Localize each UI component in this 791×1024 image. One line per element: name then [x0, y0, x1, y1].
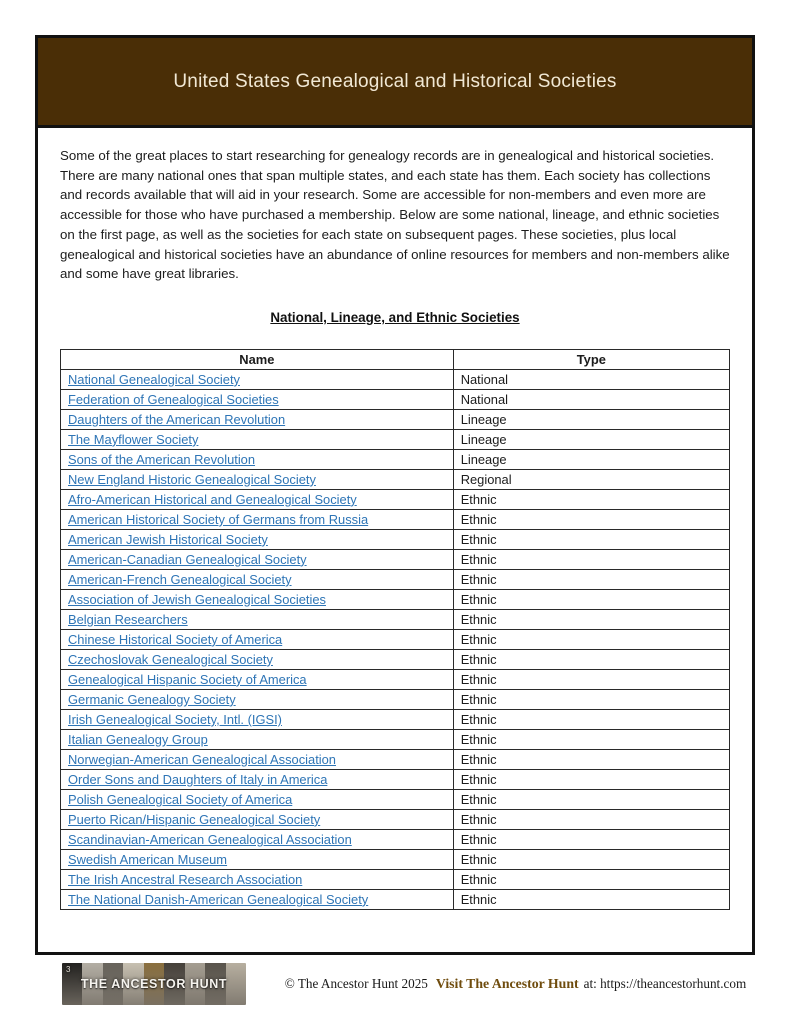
society-name-cell	[61, 529, 454, 549]
table-row	[61, 589, 730, 609]
society-name-cell	[61, 889, 454, 909]
society-name-cell	[61, 369, 454, 389]
society-link[interactable]: New England Historic Genealogical Society	[68, 471, 316, 487]
societies-table-body	[61, 369, 730, 909]
society-name-cell	[61, 709, 454, 729]
society-link[interactable]: Irish Genealogical Society, Intl. (IGSI)	[68, 711, 282, 727]
society-name-cell	[61, 589, 454, 609]
footer-url-text[interactable]: at: https://theancestorhunt.com	[583, 976, 747, 991]
society-type: Ethnic	[453, 669, 729, 689]
table-row	[61, 789, 730, 809]
society-link[interactable]: Germanic Genealogy Society	[68, 691, 236, 707]
footer-credit-line	[260, 958, 771, 1010]
table-row	[61, 889, 730, 909]
table-row	[61, 529, 730, 549]
society-type: Lineage	[453, 449, 729, 469]
society-type: Ethnic	[453, 709, 729, 729]
table-row	[61, 409, 730, 429]
society-link[interactable]: American-Canadian Genealogical Society	[68, 551, 307, 567]
page-title: United States Genealogical and Historical Societies	[173, 70, 617, 92]
society-name-cell	[61, 569, 454, 589]
society-link[interactable]: National Genealogical Society	[68, 371, 240, 387]
society-name-cell	[61, 389, 454, 409]
society-type: Ethnic	[453, 869, 729, 889]
society-name-cell	[61, 809, 454, 829]
table-row	[61, 689, 730, 709]
logo-photo-mark: 3	[66, 965, 71, 974]
column-header-type: Type	[453, 349, 729, 369]
table-row	[61, 749, 730, 769]
table-row	[61, 469, 730, 489]
section-heading: National, Lineage, and Ethnic Societies	[270, 309, 520, 325]
society-link[interactable]: American Jewish Historical Society	[68, 531, 268, 547]
visit-link[interactable]: Visit The Ancestor Hunt	[435, 976, 579, 991]
table-row	[61, 489, 730, 509]
society-link[interactable]: Sons of the American Revolution	[68, 451, 256, 467]
ancestor-hunt-logo	[62, 963, 246, 1005]
society-name-cell	[61, 649, 454, 669]
society-name-cell	[61, 409, 454, 429]
society-type: Ethnic	[453, 809, 729, 829]
table-row	[61, 549, 730, 569]
society-name-cell	[61, 489, 454, 509]
society-link[interactable]: Association of Jewish Genealogical Societies	[68, 591, 326, 607]
society-name-cell	[61, 829, 454, 849]
society-type: Ethnic	[453, 609, 729, 629]
document-page	[35, 35, 755, 955]
table-row	[61, 849, 730, 869]
society-link[interactable]: Swedish American Museum	[68, 851, 228, 867]
society-name-cell	[61, 729, 454, 749]
table-row	[61, 869, 730, 889]
society-name-cell	[61, 849, 454, 869]
table-row	[61, 509, 730, 529]
society-type: Ethnic	[453, 549, 729, 569]
society-type: Ethnic	[453, 529, 729, 549]
society-link[interactable]: Order Sons and Daughters of Italy in America	[68, 771, 328, 787]
table-row	[61, 809, 730, 829]
society-type: Ethnic	[453, 509, 729, 529]
page-footer	[0, 958, 791, 1010]
society-type: Ethnic	[453, 849, 729, 869]
society-link[interactable]: Polish Genealogical Society of America	[68, 791, 293, 807]
society-name-cell	[61, 629, 454, 649]
society-type: Regional	[453, 469, 729, 489]
society-link[interactable]: Czechoslovak Genealogical Society	[68, 651, 273, 667]
society-type: Ethnic	[453, 769, 729, 789]
society-link[interactable]: American-French Genealogical Society	[68, 571, 292, 587]
society-name-cell	[61, 469, 454, 489]
table-row	[61, 769, 730, 789]
society-type: Ethnic	[453, 789, 729, 809]
society-type: Ethnic	[453, 729, 729, 749]
society-name-cell	[61, 689, 454, 709]
society-link[interactable]: The Irish Ancestral Research Association	[68, 871, 303, 887]
column-header-name: Name	[61, 349, 454, 369]
society-type: Lineage	[453, 429, 729, 449]
society-link[interactable]: American Historical Society of Germans from Russia	[68, 511, 369, 527]
society-type: Ethnic	[453, 589, 729, 609]
table-row	[61, 569, 730, 589]
society-name-cell	[61, 549, 454, 569]
society-link[interactable]: Afro-American Historical and Genealogical Society	[68, 491, 357, 507]
society-link[interactable]: Norwegian-American Genealogical Association	[68, 751, 336, 767]
society-link[interactable]: Italian Genealogy Group	[68, 731, 208, 747]
societies-table	[60, 349, 730, 910]
society-type: Ethnic	[453, 569, 729, 589]
table-row	[61, 369, 730, 389]
society-name-cell	[61, 869, 454, 889]
society-name-cell	[61, 769, 454, 789]
table-row	[61, 729, 730, 749]
society-name-cell	[61, 429, 454, 449]
society-type: National	[453, 369, 729, 389]
society-type: Ethnic	[453, 489, 729, 509]
society-type: Ethnic	[453, 629, 729, 649]
society-name-cell	[61, 749, 454, 769]
table-row	[61, 429, 730, 449]
header-row	[61, 349, 730, 369]
table-row	[61, 709, 730, 729]
table-row	[61, 669, 730, 689]
society-link[interactable]: Belgian Researchers	[68, 611, 188, 627]
society-type: Ethnic	[453, 749, 729, 769]
society-type: Ethnic	[453, 689, 729, 709]
table-row	[61, 609, 730, 629]
table-row	[61, 829, 730, 849]
society-type: Ethnic	[453, 649, 729, 669]
table-row	[61, 629, 730, 649]
society-link[interactable]: Chinese Historical Society of America	[68, 631, 283, 647]
society-type: National	[453, 389, 729, 409]
intro-paragraph: Some of the great places to start researching for genealogy records are in genealogical and historical societies. There are many national ones that span multiple states, and each state has them. Each society has collections and records available that will aid in your research. Some are accessible for non-members and even more are accessible for those who have purchased a membership. Below are some national, lineage, and ethnic societies on the first page, as well as the societies for each state on subsequent pages. These societies, plus local genealogical and historical societies have an abundance of online resources for members and non-members alike and some have great libraries.	[60, 148, 730, 282]
society-link[interactable]: The National Danish-American Genealogical Society	[68, 891, 369, 907]
society-link[interactable]: Scandinavian-American Genealogical Association	[68, 831, 352, 847]
society-link[interactable]: Genealogical Hispanic Society of America	[68, 671, 307, 687]
societies-table-head	[61, 349, 730, 369]
society-name-cell	[61, 609, 454, 629]
logo-wordmark: THE ANCESTOR HUNT	[80, 977, 228, 991]
society-name-cell	[61, 449, 454, 469]
society-link[interactable]: Federation of Genealogical Societies	[68, 391, 279, 407]
society-name-cell	[61, 789, 454, 809]
society-link[interactable]: Puerto Rican/Hispanic Genealogical Society	[68, 811, 321, 827]
table-row	[61, 389, 730, 409]
society-name-cell	[61, 669, 454, 689]
title-banner	[38, 38, 752, 128]
society-type: Ethnic	[453, 889, 729, 909]
society-type: Ethnic	[453, 829, 729, 849]
copyright-text: © The Ancestor Hunt 2025	[284, 976, 428, 991]
society-name-cell	[61, 509, 454, 529]
society-link[interactable]: The Mayflower Society	[68, 431, 199, 447]
society-link[interactable]: Daughters of the American Revolution	[68, 411, 286, 427]
table-row	[61, 649, 730, 669]
society-type: Lineage	[453, 409, 729, 429]
table-row	[61, 449, 730, 469]
page-content	[38, 128, 752, 910]
